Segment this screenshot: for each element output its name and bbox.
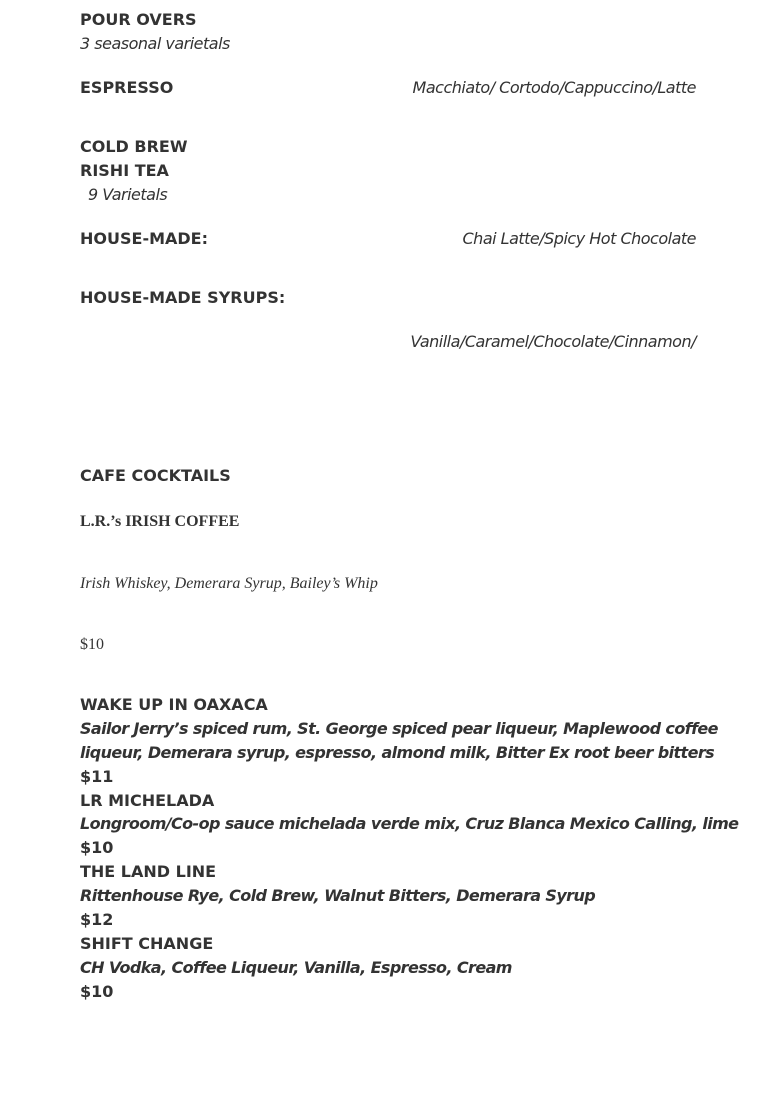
cocktail-ingredients-oaxaca-1: Sailor Jerry’s spiced rum, St. George spiced pear liqueur, Maplewood coffee <box>80 719 718 738</box>
cold-brew-title: COLD BREW <box>80 137 188 156</box>
syrups-title: HOUSE-MADE SYRUPS: <box>80 288 286 307</box>
espresso-options: Macchiato/ Cortodo/Cappuccino/Latte <box>412 78 696 97</box>
cocktail-name-oaxaca: WAKE UP IN OAXACA <box>80 695 268 714</box>
cocktail-price-shift-change: $10 <box>80 982 114 1001</box>
pour-overs-title: POUR OVERS <box>80 10 197 29</box>
cocktail-price-michelada: $10 <box>80 838 114 857</box>
espresso-title: ESPRESSO <box>80 78 174 97</box>
cocktail-ingredients-oaxaca-2: liqueur, Demerara syrup, espresso, almond milk, Bitter Ex root beer bitters <box>80 743 715 762</box>
house-made-options: Chai Latte/Spicy Hot Chocolate <box>462 229 696 248</box>
house-made-title: HOUSE-MADE: <box>80 229 208 248</box>
cafe-cocktails-title: CAFE COCKTAILS <box>80 466 231 485</box>
rishi-tea-note: 9 Varietals <box>88 185 168 204</box>
irish-coffee-price: $10 <box>80 636 104 653</box>
cocktail-name-shift-change: SHIFT CHANGE <box>80 934 214 953</box>
irish-coffee-ingredients: Irish Whiskey, Demerara Syrup, Bailey’s Whip <box>80 575 378 592</box>
rishi-tea-title: RISHI TEA <box>80 161 169 180</box>
cocktail-ingredients-land-line: Rittenhouse Rye, Cold Brew, Walnut Bitters, Demerara Syrup <box>80 886 596 905</box>
irish-coffee-name: L.R.’s IRISH COFFEE <box>80 513 240 530</box>
cocktail-price-oaxaca: $11 <box>80 767 114 786</box>
cocktail-price-land-line: $12 <box>80 910 114 929</box>
cocktail-ingredients-michelada: Longroom/Co-op sauce michelada verde mix, Cruz Blanca Mexico Calling, lime <box>80 814 739 833</box>
cocktail-ingredients-shift-change: CH Vodka, Coffee Liqueur, Vanilla, Espresso, Cream <box>80 958 512 977</box>
pour-overs-note: 3 seasonal varietals <box>80 34 230 53</box>
cocktail-name-michelada: LR MICHELADA <box>80 791 215 810</box>
syrups-options: Vanilla/Caramel/Chocolate/Cinnamon/ <box>410 332 696 351</box>
cocktail-name-land-line: THE LAND LINE <box>80 862 217 881</box>
